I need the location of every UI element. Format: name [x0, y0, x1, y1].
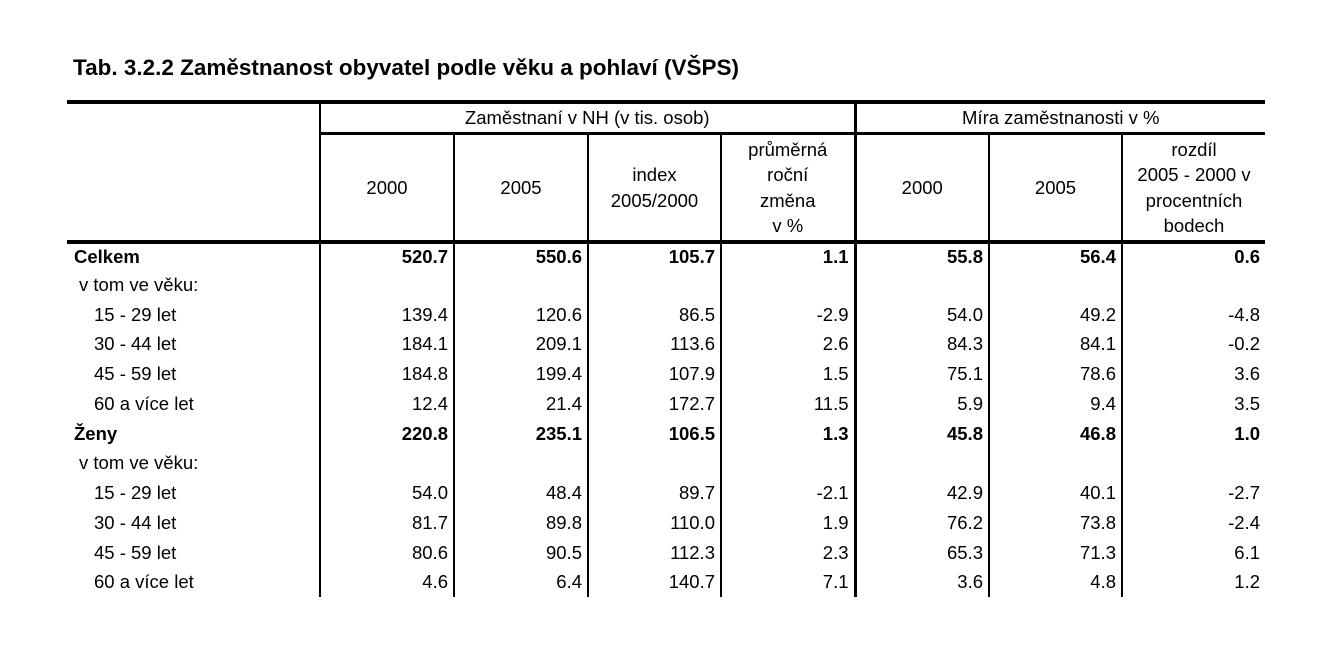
table-cell: 172.7 — [588, 389, 721, 419]
table-cell: 184.8 — [320, 359, 454, 389]
table-cell: 89.7 — [588, 478, 721, 508]
table-cell — [989, 449, 1122, 479]
table-cell — [454, 449, 588, 479]
table-cell: 3.5 — [1122, 389, 1265, 419]
table-cell: 21.4 — [454, 389, 588, 419]
table-row — [67, 300, 1265, 330]
table-cell: 84.3 — [855, 330, 989, 360]
table-cell: 1.2 — [1122, 568, 1265, 598]
row-label: 60 a více let — [94, 571, 194, 593]
table-cell: 3.6 — [1122, 359, 1265, 389]
table-cell: 1.9 — [721, 508, 855, 538]
table-cell — [1122, 449, 1265, 479]
table-row — [67, 568, 1265, 598]
table-cell: 76.2 — [855, 508, 989, 538]
table-cell — [454, 270, 588, 300]
table-cell: 49.2 — [989, 300, 1122, 330]
table-row — [67, 449, 1265, 479]
header-blank — [67, 134, 320, 243]
table-cell: 5.9 — [855, 389, 989, 419]
table-cell: 40.1 — [989, 478, 1122, 508]
table-cell: -0.2 — [1122, 330, 1265, 360]
table-title: Tab. 3.2.2 Zaměstnanost obyvatel podle věku a pohlaví (VŠPS) — [73, 55, 740, 80]
col-header-2005: 2005 — [454, 134, 588, 243]
table-cell: 209.1 — [454, 330, 588, 360]
table-cell: 220.8 — [320, 419, 454, 449]
table-cell: -4.8 — [1122, 300, 1265, 330]
col-header-index: index 2005/2000 — [588, 134, 721, 243]
table-cell: 6.1 — [1122, 538, 1265, 568]
table-cell — [989, 270, 1122, 300]
table-cell — [855, 449, 989, 479]
group-header-employed: Zaměstnaní v NH (v tis. osob) — [320, 104, 855, 134]
table-cell: -2.4 — [1122, 508, 1265, 538]
row-label: v tom ve věku: — [79, 452, 199, 474]
table-cell: 4.8 — [989, 568, 1122, 598]
table-cell: 199.4 — [454, 359, 588, 389]
table-cell: 78.6 — [989, 359, 1122, 389]
table-cell: 81.7 — [320, 508, 454, 538]
table-cell: 54.0 — [320, 478, 454, 508]
table-cell — [588, 270, 721, 300]
row-label: 60 a více let — [94, 392, 194, 414]
header-corner — [67, 104, 320, 134]
table-cell — [721, 449, 855, 479]
table-cell: 110.0 — [588, 508, 721, 538]
table-cell: 80.6 — [320, 538, 454, 568]
table-cell: 12.4 — [320, 389, 454, 419]
table-cell — [1122, 270, 1265, 300]
col-header-2000: 2000 — [320, 134, 454, 243]
col-header-avg-change: průměrná roční změna v % — [721, 134, 855, 243]
table-cell: 55.8 — [855, 242, 989, 270]
table-cell: 520.7 — [320, 242, 454, 270]
table-cell: 112.3 — [588, 538, 721, 568]
row-label: 30 - 44 let — [94, 333, 177, 355]
row-label: 15 - 29 let — [94, 303, 177, 325]
employment-table — [67, 100, 1265, 597]
table-cell — [320, 449, 454, 479]
table-row — [67, 330, 1265, 360]
group-header-rate: Míra zaměstnanosti v % — [855, 104, 1265, 134]
row-label: 15 - 29 let — [94, 482, 177, 504]
table-cell: 54.0 — [855, 300, 989, 330]
table-cell: 48.4 — [454, 478, 588, 508]
table-cell: 1.1 — [721, 242, 855, 270]
row-label: Ženy — [74, 422, 118, 444]
table-row — [67, 478, 1265, 508]
row-label: Celkem — [74, 246, 140, 267]
table-cell: 1.0 — [1122, 419, 1265, 449]
table-cell: 113.6 — [588, 330, 721, 360]
table-cell: 105.7 — [588, 242, 721, 270]
table-cell: 4.6 — [320, 568, 454, 598]
table-cell: 90.5 — [454, 538, 588, 568]
table-cell: 140.7 — [588, 568, 721, 598]
table-cell: 0.6 — [1122, 242, 1265, 270]
table-cell: 550.6 — [454, 242, 588, 270]
table-cell: -2.7 — [1122, 478, 1265, 508]
table-cell — [320, 270, 454, 300]
table-cell: 1.3 — [721, 419, 855, 449]
table-row — [67, 508, 1265, 538]
table-cell: 84.1 — [989, 330, 1122, 360]
row-label: 30 - 44 let — [94, 511, 177, 533]
col-header-rate-2000: 2000 — [855, 134, 989, 243]
col-header-difference: rozdíl 2005 - 2000 v procentních bodech — [1122, 134, 1265, 243]
table-row — [67, 538, 1265, 568]
table-cell: -2.9 — [721, 300, 855, 330]
table-cell: 6.4 — [454, 568, 588, 598]
table-cell: 46.8 — [989, 419, 1122, 449]
table-cell: 56.4 — [989, 242, 1122, 270]
col-header-rate-2005: 2005 — [989, 134, 1122, 243]
table-row — [67, 419, 1265, 449]
row-label: 45 - 59 let — [94, 363, 177, 385]
row-label: v tom ve věku: — [79, 273, 199, 295]
table-cell: 73.8 — [989, 508, 1122, 538]
table-cell — [721, 270, 855, 300]
row-label: 45 - 59 let — [94, 541, 177, 563]
table-cell: 120.6 — [454, 300, 588, 330]
table-cell: 75.1 — [855, 359, 989, 389]
table-cell: 45.8 — [855, 419, 989, 449]
table-cell: 42.9 — [855, 478, 989, 508]
table-cell: 7.1 — [721, 568, 855, 598]
table-cell: 2.6 — [721, 330, 855, 360]
table-cell: 106.5 — [588, 419, 721, 449]
table-cell: -2.1 — [721, 478, 855, 508]
table-row — [67, 242, 1265, 270]
table-cell: 86.5 — [588, 300, 721, 330]
table-cell: 71.3 — [989, 538, 1122, 568]
table-row — [67, 389, 1265, 419]
table-cell: 11.5 — [721, 389, 855, 419]
table-cell: 89.8 — [454, 508, 588, 538]
table-cell: 2.3 — [721, 538, 855, 568]
table-cell: 9.4 — [989, 389, 1122, 419]
table-cell — [588, 449, 721, 479]
table-cell: 235.1 — [454, 419, 588, 449]
table-cell: 65.3 — [855, 538, 989, 568]
table-row — [67, 270, 1265, 300]
table-cell: 1.5 — [721, 359, 855, 389]
table-cell: 139.4 — [320, 300, 454, 330]
table-cell: 107.9 — [588, 359, 721, 389]
table-cell: 184.1 — [320, 330, 454, 360]
table-cell: 3.6 — [855, 568, 989, 598]
table-row — [67, 359, 1265, 389]
table-cell — [855, 270, 989, 300]
